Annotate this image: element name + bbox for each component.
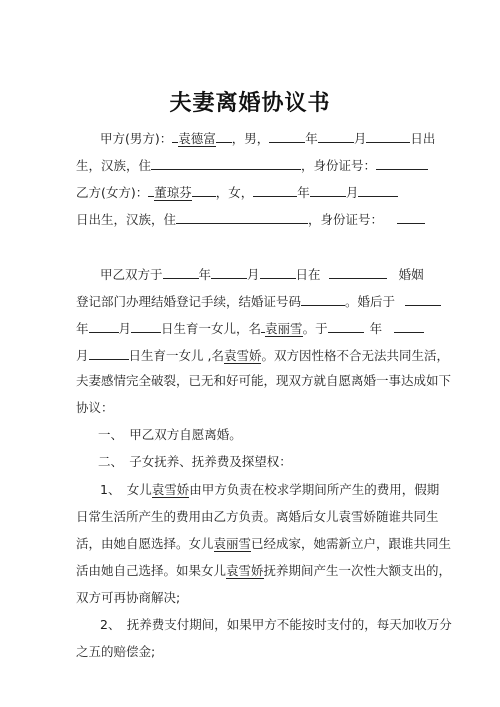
sub1-line-1: 1、 女儿袁雪娇由甲方负责在校求学期间所产生的费用，假期: [100, 482, 440, 497]
item-one: 一、 甲乙双方自愿离婚。: [98, 427, 242, 442]
party-b-name: 董琼芬: [154, 185, 192, 200]
para1-line-3: 年 月 日生育一女儿，名 袁丽雪。于 年: [76, 318, 436, 338]
party-a-name: 袁德富: [178, 131, 216, 146]
para1-line-1: 甲乙双方于 年 月 日在 婚姻: [100, 264, 460, 284]
sub1-name-1: 袁雪娇: [151, 482, 190, 497]
sub1-line-4: 活由她自己选择。如果女儿袁雪娇抚养期间产生一次性大额支出的，: [76, 563, 452, 578]
sub1-name-2: 袁丽雪: [213, 536, 252, 551]
daughter-name-2: 袁雪娇: [223, 348, 262, 363]
party-b-line-1: 乙方(女方)： 董琼芬 ，女， 年 月: [76, 182, 436, 202]
para1-line-4: 月 日生育一女儿 ,名袁雪娇。双方因性格不合无法共同生活，: [76, 345, 436, 365]
party-b-line-2: 日出生，汉族，住 ，身份证号：: [76, 209, 436, 229]
party-a-line-2: 生，汉族，住 ，身份证号：: [76, 155, 436, 175]
sub2-line-2: 之五的赔偿金;: [76, 644, 156, 659]
para1-line-2: 登记部门办理结婚登记手续，结婚证号码 。婚后于: [76, 291, 436, 311]
sub1-name-3: 袁雪娇: [226, 563, 264, 578]
document-title: 夫妻离婚协议书: [169, 91, 331, 116]
sub1-line-5: 双方可再协商解决;: [76, 590, 181, 605]
item-two: 二、 子女抚养、抚养费及探望权：: [98, 454, 292, 469]
sub2-line-1: 2、 抚养费支付期间，如果甲方不能按时支付的，每天加收万分: [100, 617, 452, 632]
para1-line-6: 协议：: [76, 400, 114, 415]
sub1-line-3: 活，由她自愿选择。女儿袁丽雪已经成家，她需新立户，跟谁共同生: [76, 536, 452, 551]
sub1-line-2: 日常生活所产生的费用由乙方负责。离婚后女儿袁雪娇随谁共同生: [76, 509, 439, 524]
daughter-name-1: 袁丽雪: [265, 321, 303, 336]
para1-line-5: 夫妻感情完全破裂，已无和好可能，现双方就自愿离婚一事达成如下: [76, 373, 452, 388]
party-a-line-1: 甲方(男方)： 袁德富 ，男， 年 月 日出: [100, 128, 460, 148]
